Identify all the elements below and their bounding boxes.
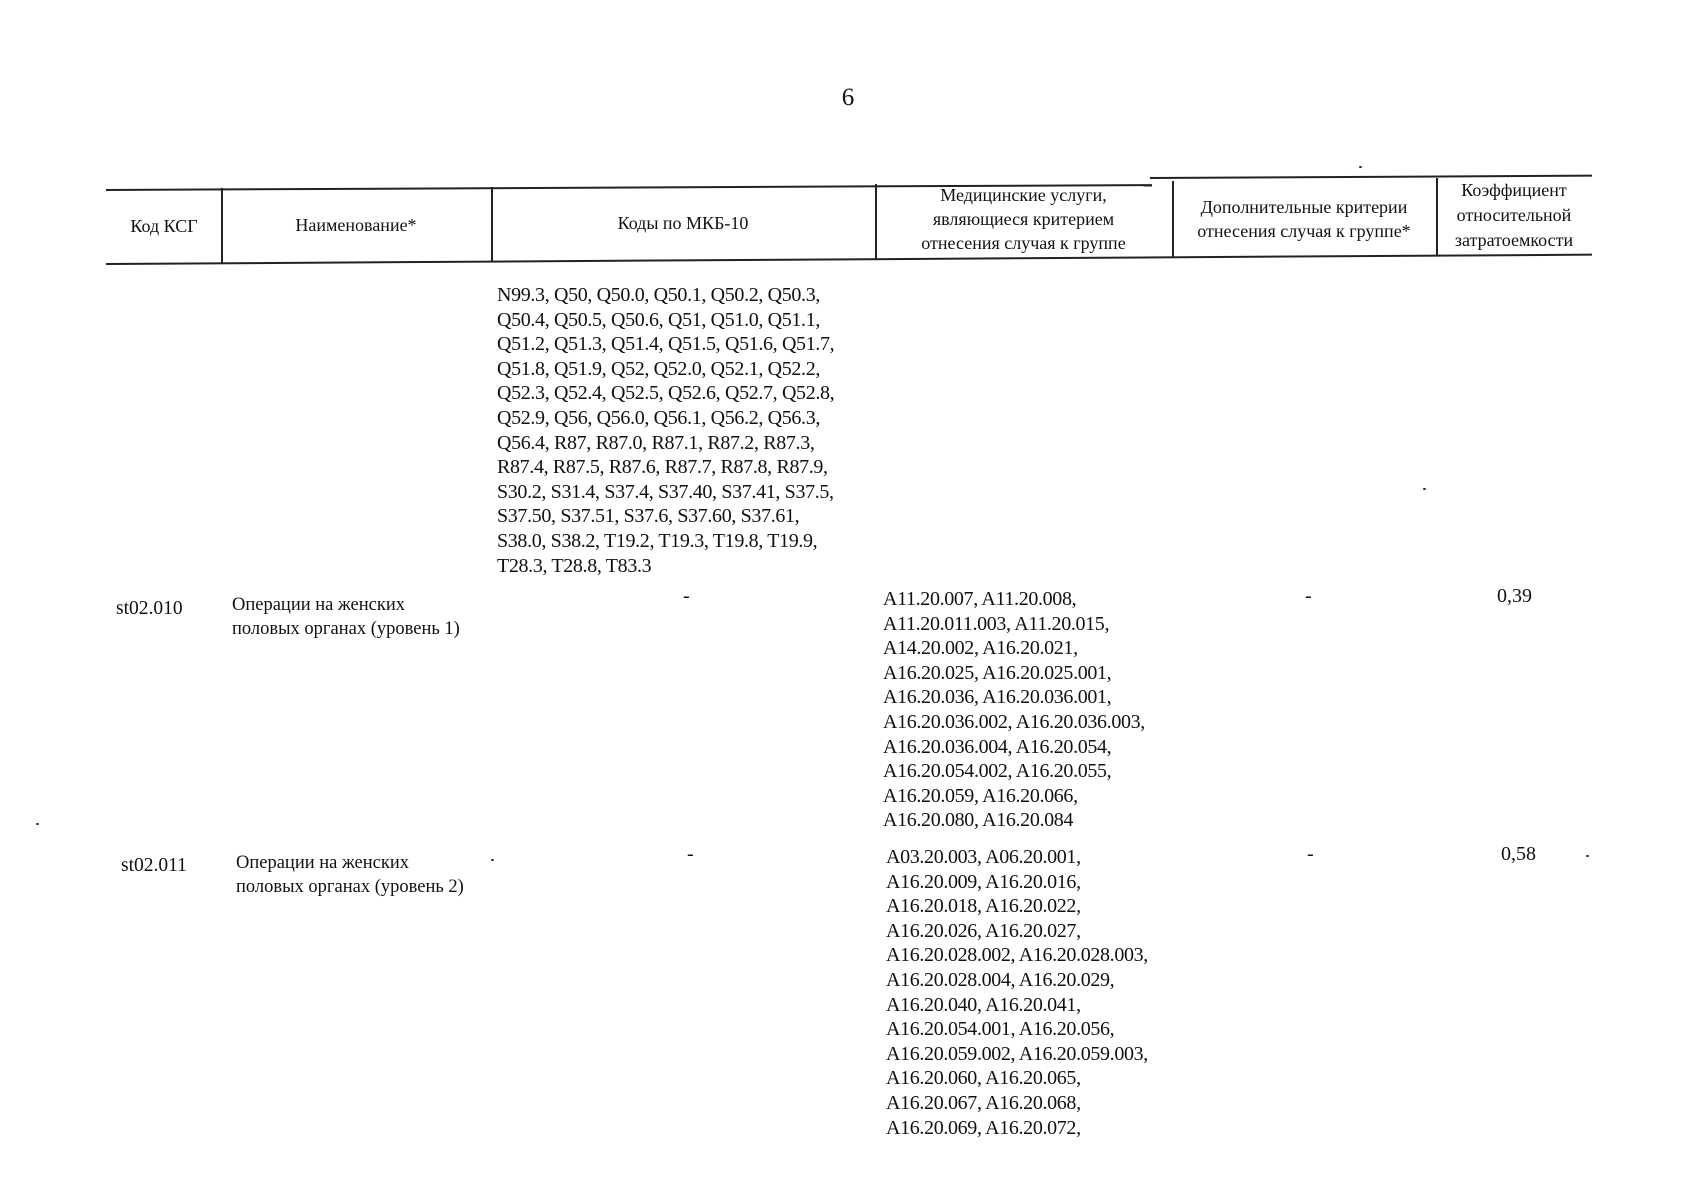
header-coefficient: Коэффициент относительной затратоемкости — [1454, 179, 1574, 250]
row-2-mkb-codes: - — [687, 843, 694, 865]
scan-speck — [36, 823, 39, 825]
row-2-code: st02.011 — [121, 855, 187, 876]
scan-speck — [1423, 488, 1426, 490]
scan-speck — [1586, 855, 1589, 857]
header-mkb-codes: Коды по МКБ-10 — [617, 213, 749, 233]
scan-speck — [491, 859, 494, 861]
header-medical-services: Медицинские услуги, являющиеся критерием отнесения случая к группе — [921, 185, 1126, 253]
row-1-code: st02.010 — [116, 598, 183, 619]
row-2-coefficient: 0,58 — [1501, 843, 1536, 865]
row-2-additional-criteria: - — [1307, 843, 1314, 865]
row-1-coefficient: 0,39 — [1497, 585, 1532, 607]
row-1-mkb-codes: - — [683, 585, 690, 607]
row-2-name: Операции на женских половых органах (уровень 2) — [236, 853, 464, 897]
row-1-name: Операции на женских половых органах (уровень 1) — [232, 595, 460, 639]
continuation-mkb-codes: N99.3, Q50, Q50.0, Q50.1, Q50.2, Q50.3, Q50.4, Q50.5, Q50.6, Q51, Q51.0, Q51.1, Q51.2, Q51.3, Q51.4, Q51.5, Q51.6, Q51.7, Q51.8, Q51.9, Q52, Q52.0, Q52.1, Q52.2, Q52.3, Q52.4, Q52.5, Q52.6, Q52.7, Q52.8, Q52.9, Q56, Q56.0, Q56.1, Q56.2, Q56.3, Q56.4, R87, R87.0, R87.1, R87.2, R87.3, R87.4, R87.5, R87.6, R87.7, R87.8, R87.9, S30.2, S31.4, S37.4, S37.40, S37.41, S37.5, S37.50, S37.51, S37.6, S37.60, S37.61, S38.0, S38.2, T19.2, T19.3, T19.8, T19.9, T28.3, T28.8, T83.3 — [497, 284, 835, 577]
row-2-medical-services: A03.20.003, A06.20.001, A16.20.009, A16.20.016, A16.20.018, A16.20.022, A16.20.026, A16.20.027, A16.20.028.002, A16.20.028.003, A16.20.028.004, A16.20.029, A16.20.040, A16.20.041, A16.20.054.001, A16.20.056, A16.20.059.002, A16.20.059.003, A16.20.060, A16.20.065, A16.20.067, A16.20.068, A16.20.069, A16.20.072, — [886, 846, 1148, 1139]
header-additional-criteria: Дополнительные критерии отнесения случая к группе* — [1197, 197, 1411, 241]
row-1-additional-criteria: - — [1305, 585, 1312, 607]
row-1-medical-services: A11.20.007, A11.20.008, A11.20.011.003, A11.20.015, A14.20.002, A16.20.021, A16.20.025, A16.20.025.001, A16.20.036, A16.20.036.001, A16.20.036.002, A16.20.036.003, A16.20.036.004, A16.20.054, A16.20.054.002, A16.20.055, A16.20.059, A16.20.066, A16.20.080, A16.20.084 — [883, 588, 1145, 832]
header-code: Код КСГ — [130, 216, 198, 236]
header-name: Наименование* — [295, 215, 417, 235]
page-number: 6 — [841, 84, 855, 111]
scan-speck — [1359, 166, 1362, 168]
